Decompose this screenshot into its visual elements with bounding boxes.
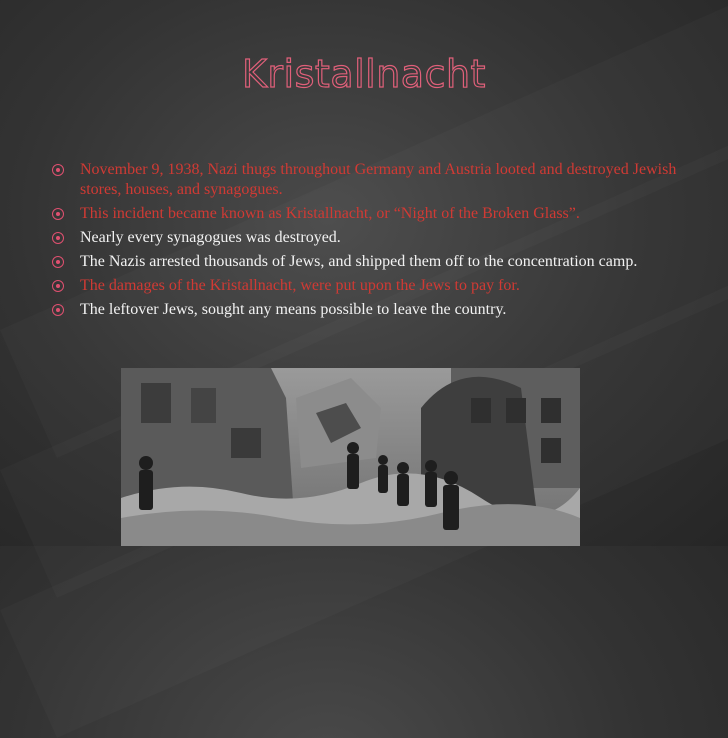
historical-photo bbox=[121, 368, 580, 546]
bullet-text: The leftover Jews, sought any means possible to leave the country. bbox=[80, 301, 507, 318]
list-item bbox=[52, 252, 702, 272]
bullet-list bbox=[52, 160, 702, 324]
bullet-text: Nearly every synagogues was destroyed. bbox=[80, 229, 341, 246]
bullet-circle-icon bbox=[52, 208, 64, 220]
bullet-text: The Nazis arrested thousands of Jews, and shipped them off to the concentration camp. bbox=[80, 253, 638, 270]
rubble-scene-image bbox=[121, 368, 580, 546]
list-item bbox=[52, 276, 702, 296]
bullet-circle-icon bbox=[52, 256, 64, 268]
bullet-text: The damages of the Kristallnacht, were put upon the Jews to pay for. bbox=[80, 277, 520, 294]
bullet-text: This incident became known as Kristallnacht, or “Night of the Broken Glass”. bbox=[80, 205, 580, 222]
bullet-circle-icon bbox=[52, 280, 64, 292]
list-item bbox=[52, 160, 702, 200]
bullet-circle-icon bbox=[52, 164, 64, 176]
list-item bbox=[52, 204, 702, 224]
bullet-text: November 9, 1938, Nazi thugs throughout Germany and Austria looted and destroyed Jewish stores, houses, and synagogues. bbox=[80, 161, 677, 198]
slide-title: Kristallnacht bbox=[242, 52, 486, 96]
bullet-circle-icon bbox=[52, 304, 64, 316]
list-item bbox=[52, 228, 702, 248]
bullet-circle-icon bbox=[52, 232, 64, 244]
list-item bbox=[52, 300, 702, 320]
